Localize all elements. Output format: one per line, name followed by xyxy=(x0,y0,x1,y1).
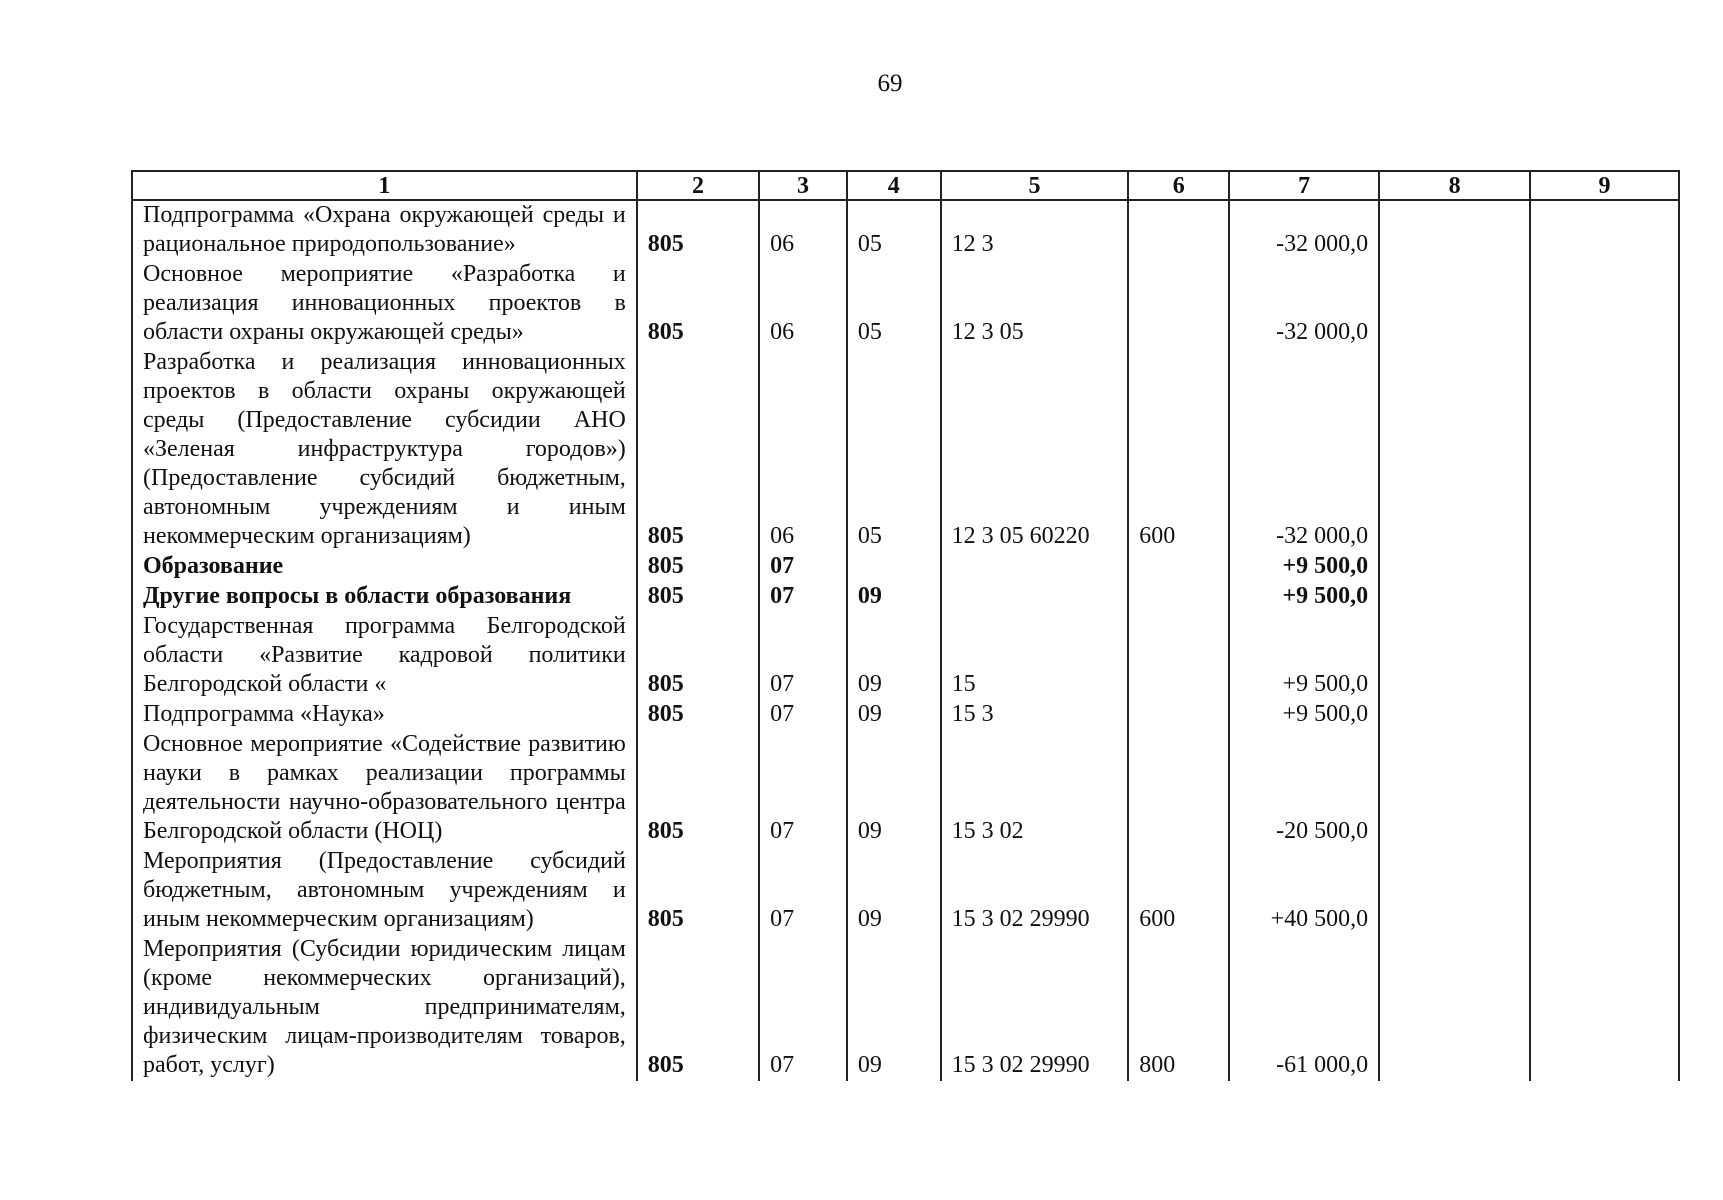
section-code-cell: 07 xyxy=(759,612,847,700)
row-name-cell: Подпрограмма «Охрана окружающей среды и рациональное природопользование» xyxy=(132,200,637,260)
admin-code-cell: 805 xyxy=(637,730,759,847)
column-9-cell xyxy=(1530,935,1679,1081)
subsection-code-cell xyxy=(847,552,941,582)
row-name-cell: Основное мероприятие «Разработка и реализация инновационных проектов в области охраны окружающей среды» xyxy=(132,260,637,348)
budget-table xyxy=(131,170,1680,1081)
target-article-cell: 12 3 xyxy=(941,200,1129,260)
section-code-cell: 07 xyxy=(759,552,847,582)
table-row xyxy=(132,200,1679,260)
row-name-cell: Подпрограмма «Наука» xyxy=(132,700,637,730)
subsection-code-cell: 09 xyxy=(847,847,941,935)
column-header-9: 9 xyxy=(1530,171,1679,200)
column-header-1: 1 xyxy=(132,171,637,200)
column-8-cell xyxy=(1379,847,1530,935)
target-article-cell: 15 3 02 xyxy=(941,730,1129,847)
table-row xyxy=(132,582,1679,612)
expense-type-cell xyxy=(1128,700,1229,730)
amount-cell: +9 500,0 xyxy=(1229,612,1379,700)
admin-code-cell: 805 xyxy=(637,935,759,1081)
row-name-cell: Мероприятия (Предоставление субсидий бюджетным, автономным учреждениям и иным некоммерческим организациям) xyxy=(132,847,637,935)
column-9-cell xyxy=(1530,730,1679,847)
expense-type-cell xyxy=(1128,730,1229,847)
admin-code-cell: 805 xyxy=(637,582,759,612)
table-header-row xyxy=(132,171,1679,200)
target-article-cell xyxy=(941,582,1129,612)
section-code-cell: 07 xyxy=(759,730,847,847)
target-article-cell: 15 3 02 29990 xyxy=(941,935,1129,1081)
section-code-cell: 06 xyxy=(759,200,847,260)
column-9-cell xyxy=(1530,552,1679,582)
expense-type-cell: 600 xyxy=(1128,348,1229,552)
column-8-cell xyxy=(1379,700,1530,730)
subsection-code-cell: 05 xyxy=(847,260,941,348)
section-code-cell: 06 xyxy=(759,260,847,348)
admin-code-cell: 805 xyxy=(637,552,759,582)
column-8-cell xyxy=(1379,612,1530,700)
target-article-cell: 15 3 02 29990 xyxy=(941,847,1129,935)
table-row xyxy=(132,260,1679,348)
amount-cell: +9 500,0 xyxy=(1229,700,1379,730)
subsection-code-cell: 05 xyxy=(847,348,941,552)
column-header-4: 4 xyxy=(847,171,941,200)
column-header-7: 7 xyxy=(1229,171,1379,200)
table-row xyxy=(132,700,1679,730)
subsection-code-cell: 09 xyxy=(847,700,941,730)
target-article-cell: 15 3 xyxy=(941,700,1129,730)
amount-cell: -32 000,0 xyxy=(1229,348,1379,552)
expense-type-cell: 800 xyxy=(1128,935,1229,1081)
column-9-cell xyxy=(1530,700,1679,730)
column-header-2: 2 xyxy=(637,171,759,200)
subsection-code-cell: 09 xyxy=(847,730,941,847)
column-8-cell xyxy=(1379,935,1530,1081)
section-code-cell: 07 xyxy=(759,582,847,612)
expense-type-cell xyxy=(1128,260,1229,348)
column-8-cell xyxy=(1379,200,1530,260)
expense-type-cell xyxy=(1128,612,1229,700)
expense-type-cell xyxy=(1128,552,1229,582)
column-header-8: 8 xyxy=(1379,171,1530,200)
section-code-cell: 07 xyxy=(759,935,847,1081)
target-article-cell: 12 3 05 xyxy=(941,260,1129,348)
section-code-cell: 07 xyxy=(759,700,847,730)
admin-code-cell: 805 xyxy=(637,612,759,700)
amount-cell: -32 000,0 xyxy=(1229,200,1379,260)
admin-code-cell: 805 xyxy=(637,260,759,348)
column-9-cell xyxy=(1530,348,1679,552)
subsection-code-cell: 09 xyxy=(847,582,941,612)
target-article-cell: 15 xyxy=(941,612,1129,700)
admin-code-cell: 805 xyxy=(637,200,759,260)
admin-code-cell: 805 xyxy=(637,348,759,552)
table-row xyxy=(132,612,1679,700)
table-row xyxy=(132,730,1679,847)
row-name-cell: Основное мероприятие «Содействие развитию науки в рамках реализации программы деятельности научно-образовательного центра Белгородской области (НОЦ) xyxy=(132,730,637,847)
section-code-cell: 06 xyxy=(759,348,847,552)
row-name-cell: Другие вопросы в области образования xyxy=(132,582,637,612)
amount-cell: -61 000,0 xyxy=(1229,935,1379,1081)
subsection-code-cell: 05 xyxy=(847,200,941,260)
column-9-cell xyxy=(1530,612,1679,700)
column-8-cell xyxy=(1379,552,1530,582)
table-row xyxy=(132,847,1679,935)
row-name-cell: Государственная программа Белгородской области «Развитие кадровой политики Белгородской области « xyxy=(132,612,637,700)
column-8-cell xyxy=(1379,730,1530,847)
column-8-cell xyxy=(1379,582,1530,612)
amount-cell: +9 500,0 xyxy=(1229,552,1379,582)
column-header-3: 3 xyxy=(759,171,847,200)
column-header-5: 5 xyxy=(941,171,1129,200)
expense-type-cell xyxy=(1128,582,1229,612)
amount-cell: -32 000,0 xyxy=(1229,260,1379,348)
row-name-cell: Образование xyxy=(132,552,637,582)
column-header-6: 6 xyxy=(1128,171,1229,200)
row-name-cell: Разработка и реализация инновационных проектов в области охраны окружающей среды (Предоставление субсидии АНО «Зеленая инфраструктура городов») (Предоставление субсидий бюджетным, автономным учреждениям и иным некоммерческим организациям) xyxy=(132,348,637,552)
amount-cell: -20 500,0 xyxy=(1229,730,1379,847)
column-9-cell xyxy=(1530,582,1679,612)
subsection-code-cell: 09 xyxy=(847,935,941,1081)
subsection-code-cell: 09 xyxy=(847,612,941,700)
row-name-cell: Мероприятия (Субсидии юридическим лицам (кроме некоммерческих организаций), индивидуальным предпринимателям, физическим лицам-производителям товаров, работ, услуг) xyxy=(132,935,637,1081)
section-code-cell: 07 xyxy=(759,847,847,935)
column-9-cell xyxy=(1530,200,1679,260)
column-9-cell xyxy=(1530,260,1679,348)
table-body xyxy=(132,200,1679,1081)
page-number: 69 xyxy=(877,70,903,97)
admin-code-cell: 805 xyxy=(637,700,759,730)
table-row xyxy=(132,552,1679,582)
column-8-cell xyxy=(1379,260,1530,348)
amount-cell: +9 500,0 xyxy=(1229,582,1379,612)
target-article-cell: 12 3 05 60220 xyxy=(941,348,1129,552)
target-article-cell xyxy=(941,552,1129,582)
admin-code-cell: 805 xyxy=(637,847,759,935)
table-row xyxy=(132,935,1679,1081)
column-8-cell xyxy=(1379,348,1530,552)
amount-cell: +40 500,0 xyxy=(1229,847,1379,935)
column-9-cell xyxy=(1530,847,1679,935)
table-row xyxy=(132,348,1679,552)
expense-type-cell xyxy=(1128,200,1229,260)
expense-type-cell: 600 xyxy=(1128,847,1229,935)
